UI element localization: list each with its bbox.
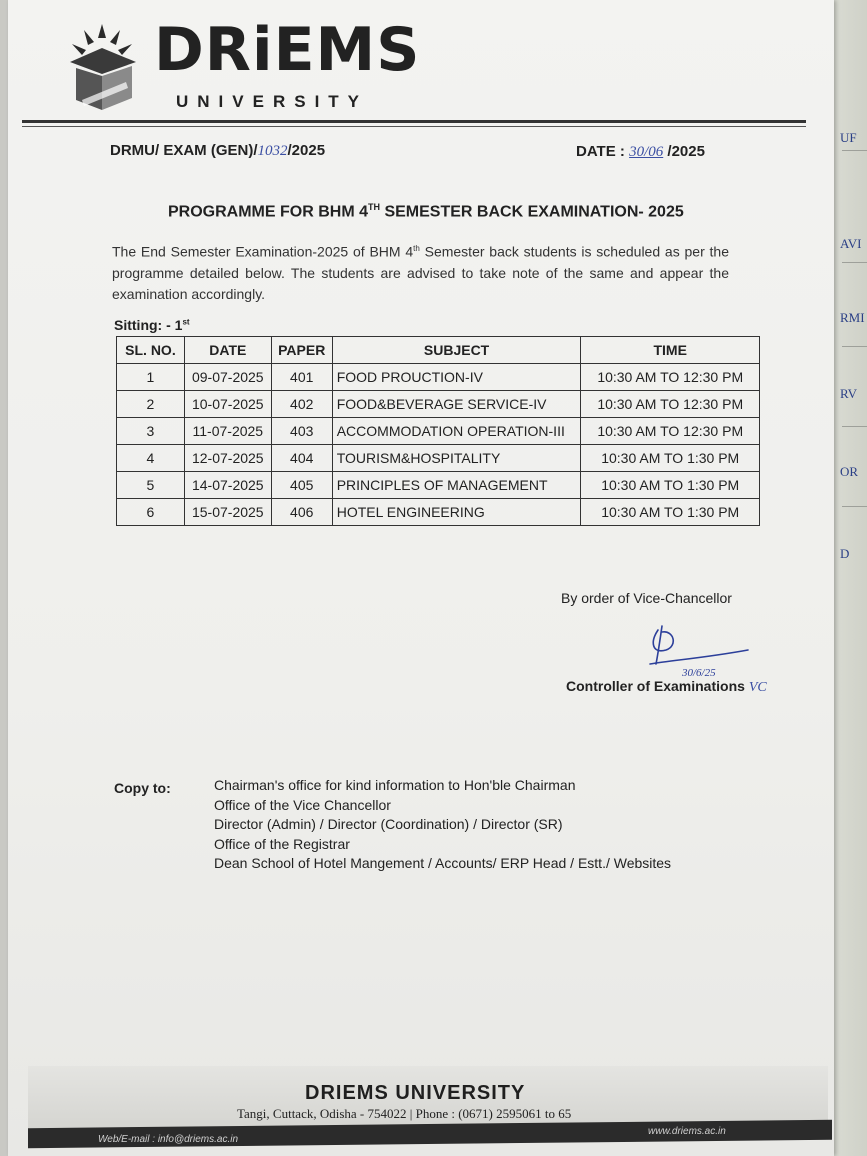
intro-paragraph: [112, 238, 729, 305]
university-logo-icon: [62, 18, 142, 110]
table-row: [117, 499, 760, 526]
cell-time: 10:30 AM TO 1:30 PM: [581, 472, 760, 499]
university-logo-text: DRiEMS: [154, 15, 421, 85]
cell-sl-no: 5: [117, 472, 185, 499]
cell-time: 10:30 AM TO 1:30 PM: [581, 499, 760, 526]
margin-rule: [842, 506, 867, 507]
header-time: TIME: [581, 337, 760, 364]
title-rest: SEMESTER BACK EXAMINATION- 2025: [380, 203, 684, 221]
margin-rule: [842, 426, 867, 427]
cell-subject: PRINCIPLES OF MANAGEMENT: [332, 472, 581, 499]
cell-paper: 404: [271, 445, 332, 472]
cell-paper: 402: [271, 391, 332, 418]
cell-sl-no: 3: [117, 418, 185, 445]
margin-rule: [842, 346, 867, 347]
list-item: Office of the Registrar: [214, 835, 350, 852]
header-rule: [22, 120, 806, 123]
order-line: By order of Vice-Chancellor: [561, 590, 732, 606]
cell-paper: 405: [271, 472, 332, 499]
cell-subject: ACCOMMODATION OPERATION-III: [332, 418, 581, 445]
sitting-sup: st: [182, 317, 190, 327]
cell-sl-no: 1: [117, 364, 185, 391]
ref-prefix: DRMU/ EXAM (GEN)/: [110, 142, 258, 159]
cell-subject: TOURISM&HOSPITALITY: [332, 445, 581, 472]
cell-date: 15-07-2025: [184, 499, 271, 526]
table-row: [117, 418, 760, 445]
signature-date: 30/6/25: [682, 667, 716, 679]
cell-time: 10:30 AM TO 1:30 PM: [581, 445, 760, 472]
document-page: [8, 0, 834, 1156]
controller-of-examinations: [566, 678, 767, 696]
intro-part2: Semester back students is scheduled as per the programme detailed below. The students are advised to take note of the same and appear the examination accordingly.: [112, 243, 729, 302]
date-handwritten: 30/06: [629, 144, 664, 160]
margin-note: D: [840, 546, 850, 561]
list-item: Dean School of Hotel Mangement / Accounts/ ERP Head / Estt./ Websites: [214, 855, 672, 871]
cell-time: 10:30 AM TO 12:30 PM: [581, 391, 760, 418]
margin-note: AVI: [840, 236, 862, 251]
header-subject: SUBJECT: [332, 337, 581, 364]
date-suffix: /2025: [663, 143, 705, 160]
cell-sl-no: 4: [117, 445, 185, 472]
footer-email: Web/E-mail : info@driems.ac.in: [98, 1134, 239, 1145]
reference-number: [110, 142, 325, 160]
intro-sup: th: [413, 244, 420, 253]
cell-time: 10:30 AM TO 12:30 PM: [581, 418, 760, 445]
cell-date: 09-07-2025: [184, 364, 271, 391]
university-logo-subtitle: UNIVERSITY: [176, 92, 369, 111]
cell-date: 11-07-2025: [184, 418, 271, 445]
cell-paper: 406: [271, 499, 332, 526]
coe-title: Controller of Examinations: [566, 678, 745, 694]
cell-date: 10-07-2025: [184, 391, 271, 418]
coe-initials: VC: [748, 680, 767, 695]
copy-to-label: Copy to:: [114, 780, 171, 796]
margin-note: RMI: [840, 310, 865, 325]
cell-paper: 403: [271, 418, 332, 445]
margin-note: UF: [840, 130, 857, 145]
ref-handwritten: 1032: [257, 143, 288, 159]
table-row: [117, 364, 760, 391]
cell-date: 12-07-2025: [184, 445, 271, 472]
table-row: [117, 391, 760, 418]
table-row: [117, 472, 760, 499]
cell-sl-no: 6: [117, 499, 185, 526]
table-row: [117, 445, 760, 472]
programme-title: [168, 202, 684, 221]
ref-suffix: /2025: [287, 142, 326, 159]
intro-part1: The End Semester Examination-2025 of BHM 4: [112, 243, 414, 260]
cell-subject: FOOD&BEVERAGE SERVICE-IV: [332, 391, 581, 418]
title-main: PROGRAMME FOR BHM 4: [168, 203, 368, 221]
footer-website: www.driems.ac.in: [648, 1126, 726, 1137]
copy-to-list: [214, 776, 671, 874]
cell-sl-no: 2: [117, 391, 185, 418]
signature-icon: [644, 620, 764, 680]
header-rule-thin: [22, 126, 806, 127]
cell-subject: FOOD PROUCTION-IV: [332, 364, 581, 391]
footer-address: Tangi, Cuttack, Odisha - 754022 | Phone : (0671) 2595061 to 65: [237, 1106, 572, 1121]
exam-schedule-table: [116, 336, 760, 526]
list-item: Director (Admin) / Director (Coordination) / Director (SR): [214, 816, 563, 832]
sitting-label: [114, 317, 190, 333]
list-item: Chairman's office for kind information to Hon'ble Chairman: [214, 777, 576, 793]
margin-note: RV: [840, 386, 858, 401]
margin-rule: [842, 262, 867, 263]
title-sup: TH: [368, 202, 380, 212]
header-date: DATE: [184, 337, 271, 364]
header-sl-no: SL. NO.: [117, 337, 185, 364]
cell-time: 10:30 AM TO 12:30 PM: [581, 364, 760, 391]
sitting-text: Sitting: - 1: [114, 317, 183, 333]
document-date: [576, 143, 705, 161]
table-header-row: [117, 337, 760, 364]
margin-rule: [842, 150, 867, 151]
margin-note: OR: [840, 464, 859, 479]
header-paper: PAPER: [271, 337, 332, 364]
date-label: DATE :: [576, 143, 630, 160]
list-item: Office of the Vice Chancellor: [214, 796, 391, 813]
cell-date: 14-07-2025: [184, 472, 271, 499]
cell-paper: 401: [271, 364, 332, 391]
footer-university-name: DRIEMS UNIVERSITY: [305, 1082, 526, 1104]
cell-subject: HOTEL ENGINEERING: [332, 499, 581, 526]
